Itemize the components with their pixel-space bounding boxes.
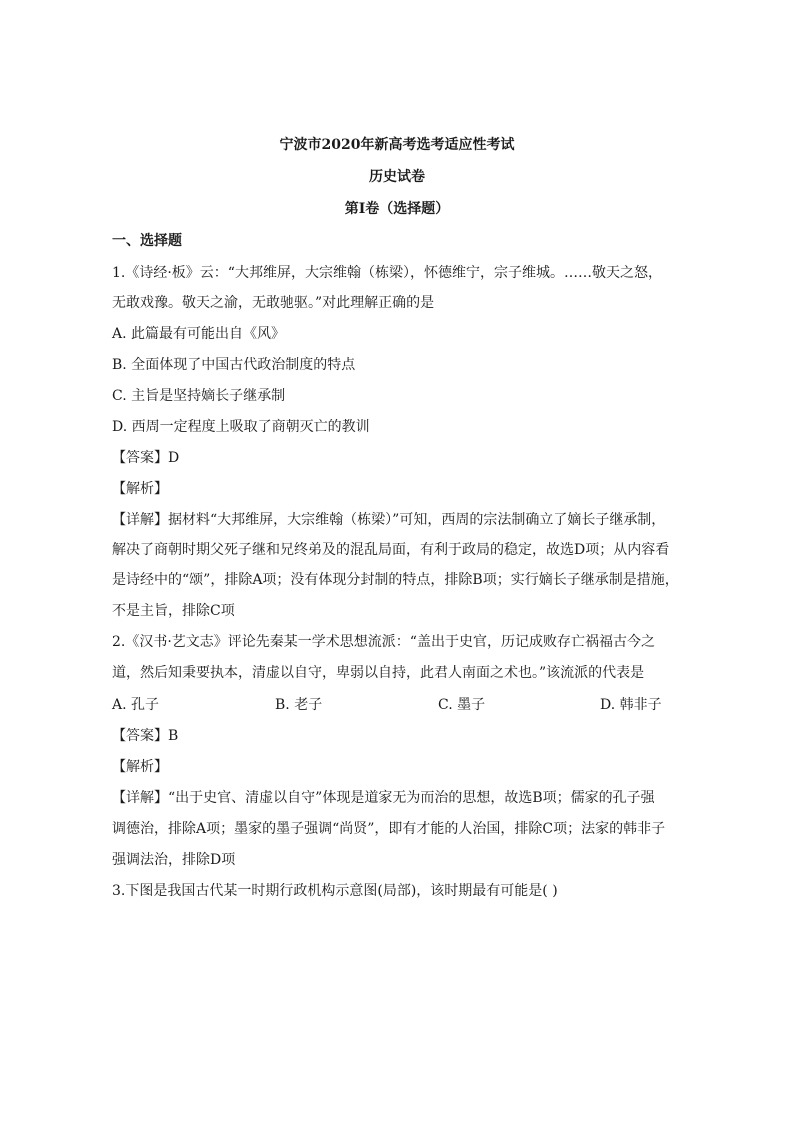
q2-option-d: D. 韩非子 bbox=[600, 697, 662, 713]
q2-detail-line bbox=[112, 787, 655, 807]
q1-detail-line: 是诗经中的“颂”，排除A项；没有体现分封制的特点，排除B项；实行嫡长子继承制是措施， bbox=[112, 572, 679, 588]
q1-stem-line: 1.《诗经·板》云：“大邦维屏，大宗维翰（栋梁），怀德维宁，宗子维城。……敬天之怒， bbox=[112, 265, 662, 281]
q2-option-c: C. 墨子 bbox=[438, 697, 486, 713]
q2-detail-line: 调德治，排除A项；墨家的墨子强调“尚贤”，即有才能的人治国，排除C项；法家的韩非子 bbox=[112, 821, 666, 837]
q2-detail-line: 强调法治，排除D项 bbox=[112, 852, 236, 868]
section-heading: 一、选择题 bbox=[112, 233, 182, 249]
q1-detail-line: 不是主旨，排除C项 bbox=[112, 603, 235, 619]
answer-label: 【答案】 bbox=[112, 450, 168, 466]
q2-stem-line: 道，然后知秉要执本，清虚以自守，卑弱以自持，此君人南面之术也。”该流派的代表是 bbox=[112, 665, 645, 681]
exam-title: 宁波市2020年新高考选考适应性考试 bbox=[279, 137, 515, 153]
q1-answer bbox=[112, 447, 179, 467]
q1-analysis-label: 【解析】 bbox=[112, 481, 168, 497]
q1-option-c: C. 主旨是坚持嫡长子继承制 bbox=[112, 388, 286, 404]
answer-label: 【答案】 bbox=[112, 728, 168, 744]
q1-option-a: A. 此篇最有可能出自《风》 bbox=[112, 326, 286, 342]
detail-label: 【详解】 bbox=[112, 790, 168, 806]
q3-stem-line: 3.下图是我国古代某一时期行政机构示意图(局部)，该时期最有可能是( ) bbox=[112, 883, 558, 899]
answer-value: B bbox=[168, 728, 179, 744]
q2-answer bbox=[112, 725, 178, 745]
detail-label: 【详解】 bbox=[112, 512, 168, 528]
q2-option-a: A. 孔子 bbox=[112, 697, 160, 713]
volume-title: 第I卷（选择题） bbox=[344, 201, 450, 217]
q1-detail-line: 解决了商朝时期父死子继和兄终弟及的混乱局面，有利于政局的稳定，故选D项；从内容看 bbox=[112, 542, 670, 558]
detail-text: 据材料“大邦维屏，大宗维翰（栋梁）”可知，西周的宗法制确立了嫡长子继承制， bbox=[168, 512, 666, 528]
q1-detail-line bbox=[112, 509, 665, 529]
answer-value: D bbox=[168, 450, 180, 466]
subject-title: 历史试卷 bbox=[369, 169, 425, 185]
q2-stem-line: 2.《汉书·艺文志》评论先秦某一学术思想流派：“盖出于史官，历记成败存亡祸福古今之 bbox=[112, 634, 655, 650]
q1-option-b: B. 全面体现了中国古代政治制度的特点 bbox=[112, 357, 356, 373]
detail-text: “出于史官、清虚以自守”体现是道家无为而治的思想，故选B项；儒家的孔子强 bbox=[168, 790, 655, 806]
q1-stem-line: 无敢戏豫。敬天之渝，无敢驰驱。”对此理解正确的是 bbox=[112, 295, 435, 311]
q1-option-d: D. 西周一定程度上吸取了商朝灭亡的教训 bbox=[112, 419, 370, 435]
q2-option-b: B. 老子 bbox=[275, 697, 323, 713]
q2-analysis-label: 【解析】 bbox=[112, 759, 168, 775]
